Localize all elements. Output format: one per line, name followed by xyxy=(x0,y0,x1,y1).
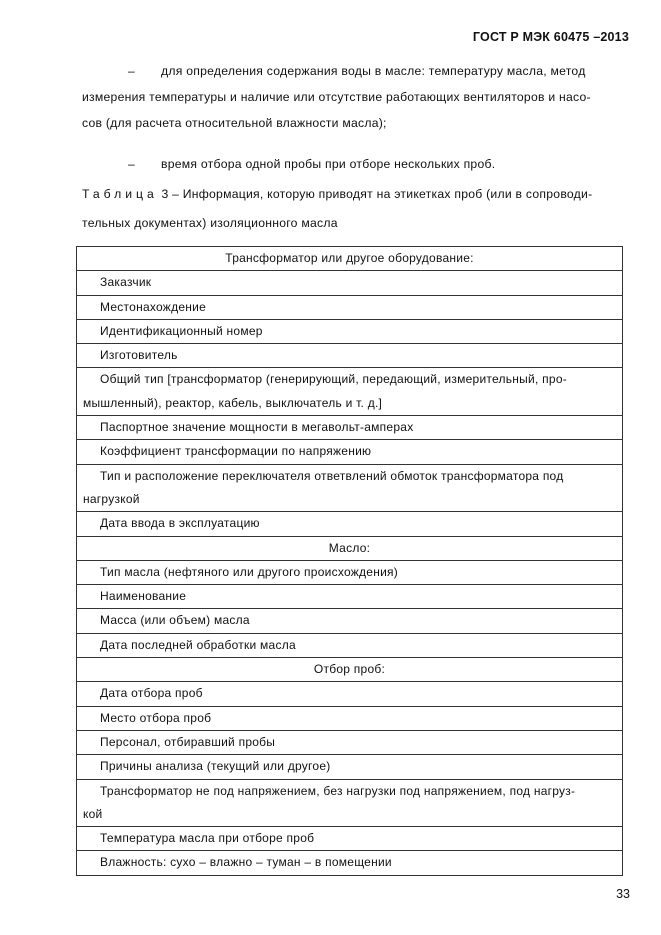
table-cell xyxy=(77,560,623,584)
table-cell-line: Наименование xyxy=(100,589,187,604)
table-row xyxy=(77,730,623,754)
intro-paragraph-water-content xyxy=(82,58,630,136)
table-cell xyxy=(77,682,623,706)
table-cell-line: мышленный), реактор, кабель, выключатель и т. д.] xyxy=(83,395,383,410)
table-row xyxy=(77,706,623,730)
table-cell xyxy=(77,295,623,319)
table-cell-line: Тип и расположение переключателя ответвлений обмоток трансформатора под xyxy=(100,468,564,483)
table-row xyxy=(77,319,623,343)
table-row xyxy=(77,440,623,464)
table-cell xyxy=(77,271,623,295)
intro-paragraph-sampling-time xyxy=(82,151,630,177)
table-cell xyxy=(77,416,623,440)
table-cell-line: Причины анализа (текущий или другое) xyxy=(100,759,331,774)
table-row xyxy=(77,295,623,319)
table-row xyxy=(77,779,623,827)
list-dash: – xyxy=(128,157,136,171)
table-cell-line: Тип масла (нефтяного или другого происхождения) xyxy=(100,564,399,579)
table-cell xyxy=(77,706,623,730)
table-caption-label: Таблица xyxy=(82,187,158,201)
table-cell xyxy=(77,827,623,851)
list-dash: – xyxy=(128,64,136,78)
intro-line: сов (для расчета относительной влажности масла); xyxy=(82,116,387,130)
intro-line: измерения температуры и наличие или отсутствие работающих вентиляторов и насо- xyxy=(82,90,591,104)
table-row xyxy=(77,416,623,440)
table-cell-line: Масса (или объем) масла xyxy=(100,613,250,628)
table-section-header-row xyxy=(77,247,623,271)
table-row xyxy=(77,585,623,609)
table-cell xyxy=(77,585,623,609)
table-cell xyxy=(77,319,623,343)
table-cell-line: Паспортное значение мощности в мегавольт-амперах xyxy=(100,420,414,435)
intro-line: для определения содержания воды в масле: температуру масла, метод xyxy=(161,64,586,78)
table-row xyxy=(77,755,623,779)
page-number: 33 xyxy=(616,887,630,901)
table-caption-title-continued: тельных документах) изоляционного масла xyxy=(82,216,338,230)
standard-code-header: ГОСТ Р МЭК 60475 –2013 xyxy=(472,30,629,44)
table-cell-line: Заказчик xyxy=(100,275,152,290)
table-cell-line: Температура масла при отборе проб xyxy=(100,831,315,846)
table-cell xyxy=(77,344,623,368)
table-row xyxy=(77,464,623,512)
table-cell xyxy=(77,730,623,754)
table-cell-line: Дата ввода в эксплуатацию xyxy=(100,516,260,531)
table-cell-line: Местонахождение xyxy=(100,299,207,314)
table-row xyxy=(77,609,623,633)
table-cell-line: Трансформатор не под напряжением, без нагрузки под напряжением, под нагруз- xyxy=(100,783,576,798)
table-section-heading: Отбор проб: xyxy=(77,658,623,682)
table-row xyxy=(77,827,623,851)
table-caption-title: 3 – Информация, которую приводят на этикетках проб (или в сопроводи- xyxy=(161,187,593,201)
table-cell xyxy=(77,464,623,512)
table-row xyxy=(77,512,623,536)
table-cell xyxy=(77,755,623,779)
table-row xyxy=(77,560,623,584)
table-row xyxy=(77,271,623,295)
intro-line: время отбора одной пробы при отборе нескольких проб. xyxy=(161,157,496,171)
table-cell xyxy=(77,851,623,875)
table-cell-line: Коэффициент трансформации по напряжению xyxy=(100,444,372,459)
table-cell xyxy=(77,609,623,633)
table-cell xyxy=(77,368,623,416)
table-caption xyxy=(82,180,630,238)
table-cell-line: Место отбора проб xyxy=(100,710,212,725)
table-cell-line: нагрузкой xyxy=(83,491,140,506)
table-section-heading: Масло: xyxy=(77,536,623,560)
table-section-heading: Трансформатор или другое оборудование: xyxy=(77,247,623,271)
table-section-header-row xyxy=(77,536,623,560)
table-row xyxy=(77,682,623,706)
table-cell-line: Персонал, отбиравший пробы xyxy=(100,734,276,749)
table-cell-line: Общий тип [трансформатор (генерирующий, передающий, измерительный, про- xyxy=(100,372,568,387)
table-cell-line: Дата последней обработки масла xyxy=(100,637,296,652)
table-section-header-row xyxy=(77,658,623,682)
table-cell xyxy=(77,633,623,657)
table-cell-line: Изготовитель xyxy=(100,348,178,363)
table-cell-line: кой xyxy=(83,806,103,821)
table-cell-line: Дата отбора проб xyxy=(100,686,203,701)
table-cell xyxy=(77,440,623,464)
table-cell xyxy=(77,779,623,827)
table-cell xyxy=(77,512,623,536)
sample-label-info-table xyxy=(76,246,623,876)
table-row xyxy=(77,368,623,416)
table-cell-line: Влажность: сухо – влажно – туман – в помещении xyxy=(100,855,392,870)
table-row xyxy=(77,851,623,875)
table-row xyxy=(77,633,623,657)
table-row xyxy=(77,344,623,368)
table-cell-line: Идентификационный номер xyxy=(100,323,263,338)
